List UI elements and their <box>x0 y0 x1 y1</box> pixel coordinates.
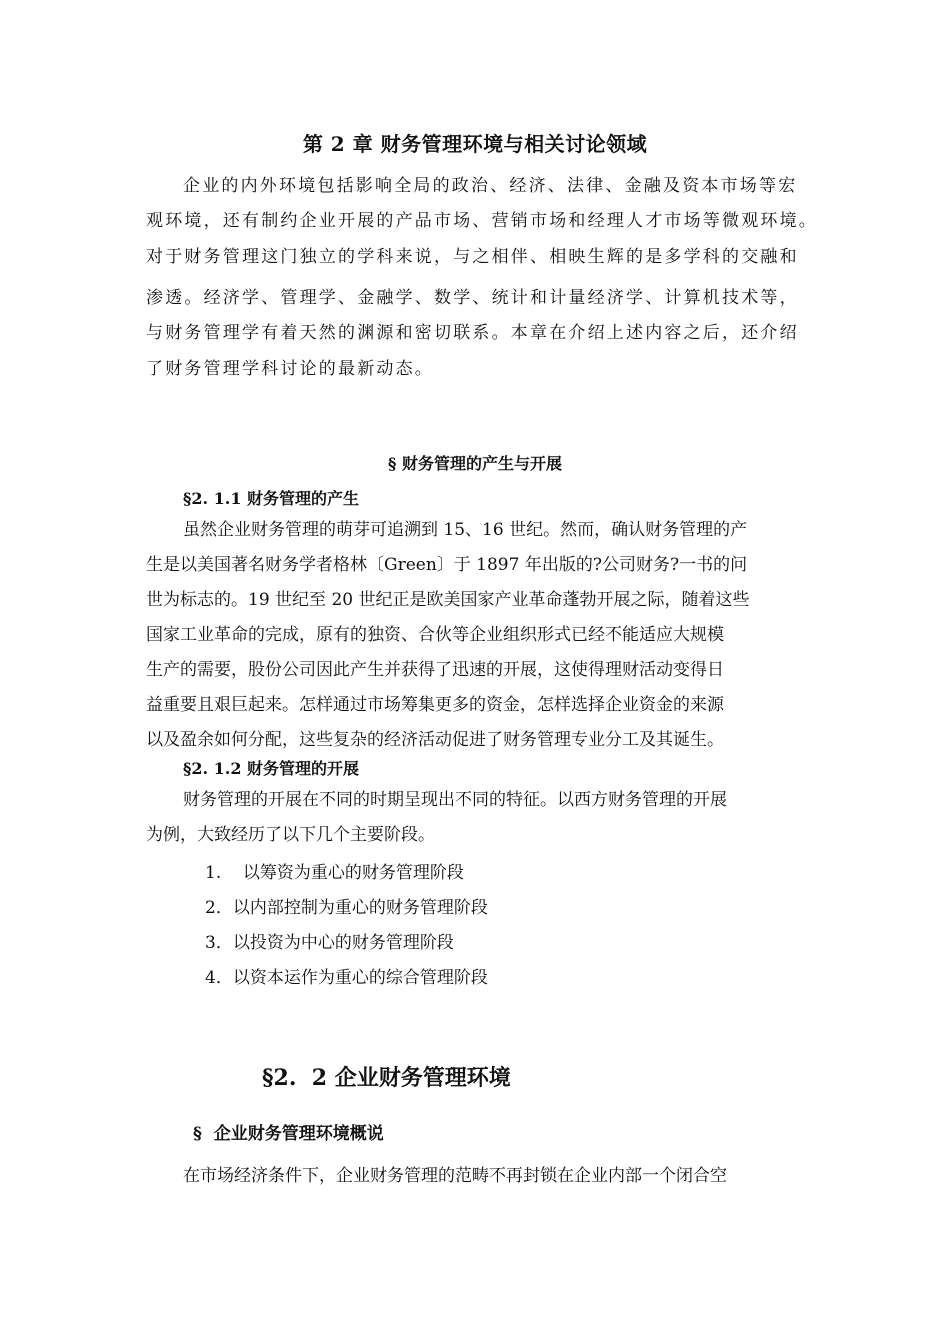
intro-line: 渗透。经济学、管理学、金融学、数学、统计和计量经济学、计算机技术等， <box>146 288 799 308</box>
paragraph-line: 虽然企业财务管理的萌芽可追溯到 15、16 世纪。然而，确认财务管理的产 <box>183 520 748 540</box>
list-item: 1. 以筹资为重心的财务管理阶段 <box>205 863 464 883</box>
section-title: §2. 2 企业财务管理环境 <box>262 1065 511 1091</box>
paragraph-line: 国家工业革命的完成，原有的独资、合伙等企业组织形式已经不能适应大规模 <box>146 625 724 645</box>
paragraph-line: 财务管理的开展在不同的时期呈现出不同的特征。以西方财务管理的开展 <box>183 790 727 810</box>
intro-line: 对于财务管理这门独立的学科来说，与之相伴、相映生辉的是多学科的交融和 <box>146 247 799 267</box>
paragraph-line: 以及盈余如何分配，这些复杂的经济活动促进了财务管理专业分工及其诞生。 <box>146 730 724 750</box>
paragraph-line: 生是以美国著名财务学者格林〔Green〕于 1897 年出版的?公司财务?一书的问 <box>146 555 748 575</box>
subsection-heading: §2. 1.2 财务管理的开展 <box>183 759 360 778</box>
subsection-heading: §2. 1.1 财务管理的产生 <box>183 489 360 508</box>
chapter-title: 第 2 章 财务管理环境与相关讨论领域 <box>302 132 648 156</box>
intro-line: 观环境，还有制约企业开展的产品市场、营销市场和经理人才市场等微观环境。 <box>146 211 818 231</box>
list-item: 2．以内部控制为重心的财务管理阶段 <box>205 898 488 918</box>
intro-line: 企业的内外环境包括影响全局的政治、经济、法律、金融及资本市场等宏 <box>183 176 798 196</box>
list-item: 4．以资本运作为重心的综合管理阶段 <box>205 968 488 988</box>
list-item: 3．以投资为中心的财务管理阶段 <box>205 933 454 953</box>
section-title: § 财务管理的产生与开展 <box>388 454 562 473</box>
intro-line: 了财务管理学科讨论的最新动态。 <box>146 359 434 379</box>
intro-line: 与财务管理学有着天然的渊源和密切联系。本章在介绍上述内容之后，还介绍 <box>146 323 799 343</box>
subsection-heading: § 企业财务管理环境概说 <box>193 1124 384 1144</box>
paragraph-line: 世为标志的。19 世纪至 20 世纪正是欧美国家产业革命蓬勃开展之际，随着这些 <box>146 590 750 610</box>
paragraph-line: 为例，大致经历了以下几个主要阶段。 <box>146 825 435 845</box>
paragraph-line: 在市场经济条件下，企业财务管理的范畴不再封锁在企业内部一个闭合空 <box>183 1166 727 1186</box>
paragraph-line: 益重要且艰巨起来。怎样通过市场筹集更多的资金，怎样选择企业资金的来源 <box>146 695 724 715</box>
paragraph-line: 生产的需要，股份公司因此产生并获得了迅速的开展，这使得理财活动变得日 <box>146 660 724 680</box>
